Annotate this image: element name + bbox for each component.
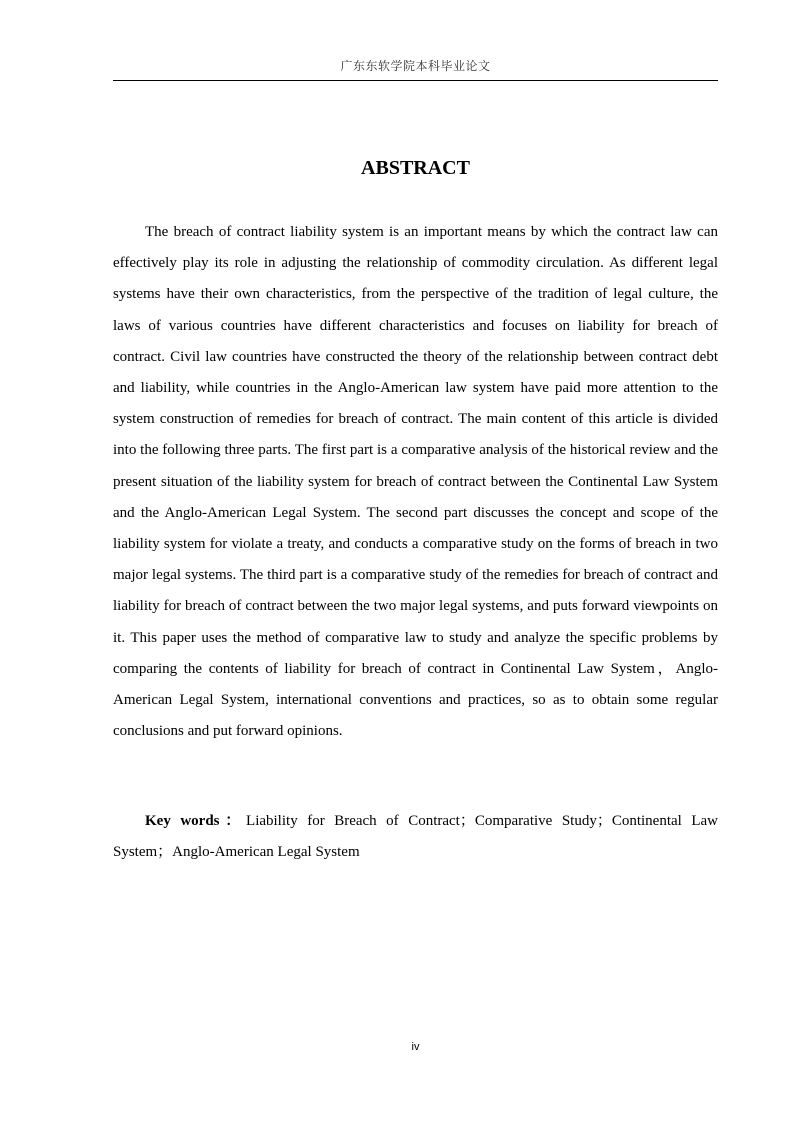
keywords-label: Key words： (145, 813, 247, 829)
keywords-text: Liability for Breach of Contract；Comparative Study；Continental Law System；Anglo-American Legal System (113, 813, 718, 861)
abstract-title: ABSTRACT (361, 157, 470, 179)
keywords-paragraph (113, 806, 718, 868)
header-divider (113, 80, 718, 81)
abstract-body: The breach of contract liability system is an important means by which the contract law can effectively play its role in adjusting the relationship of commodity circulation. As different legal systems have their own characteristics, from the perspective of the tradition of legal culture, the laws of various countries have different characteristics and focuses on liability for breach of contract. Civil law countries have constructed the theory of the relationship between contract debt and liability, while countries in the Anglo-American law system have paid more attention to the system construction of remedies for breach of contract. The main content of this article is divided into the following three parts. The first part is a comparative analysis of the historical review and the present situation of the liability system for breach of contract between the Continental Law System and the Anglo-American Legal System. The second part discusses the concept and scope of the liability system for violate a treaty, and conducts a comparative study on the forms of breach in two major legal systems. The third part is a comparative study of the remedies for breach of contract and liability for breach of contract between the two major legal systems, and puts forward viewpoints on it. This paper uses the method of comparative law to study and analyze the specific problems by comparing the contents of liability for breach of contract in Continental Law System，Anglo-American Legal System, international conventions and practices, so as to obtain some regular conclusions and put forward opinions. (113, 224, 718, 740)
page-number: iv (411, 1041, 420, 1053)
running-header: 广东东软学院本科毕业论文 (340, 59, 491, 73)
